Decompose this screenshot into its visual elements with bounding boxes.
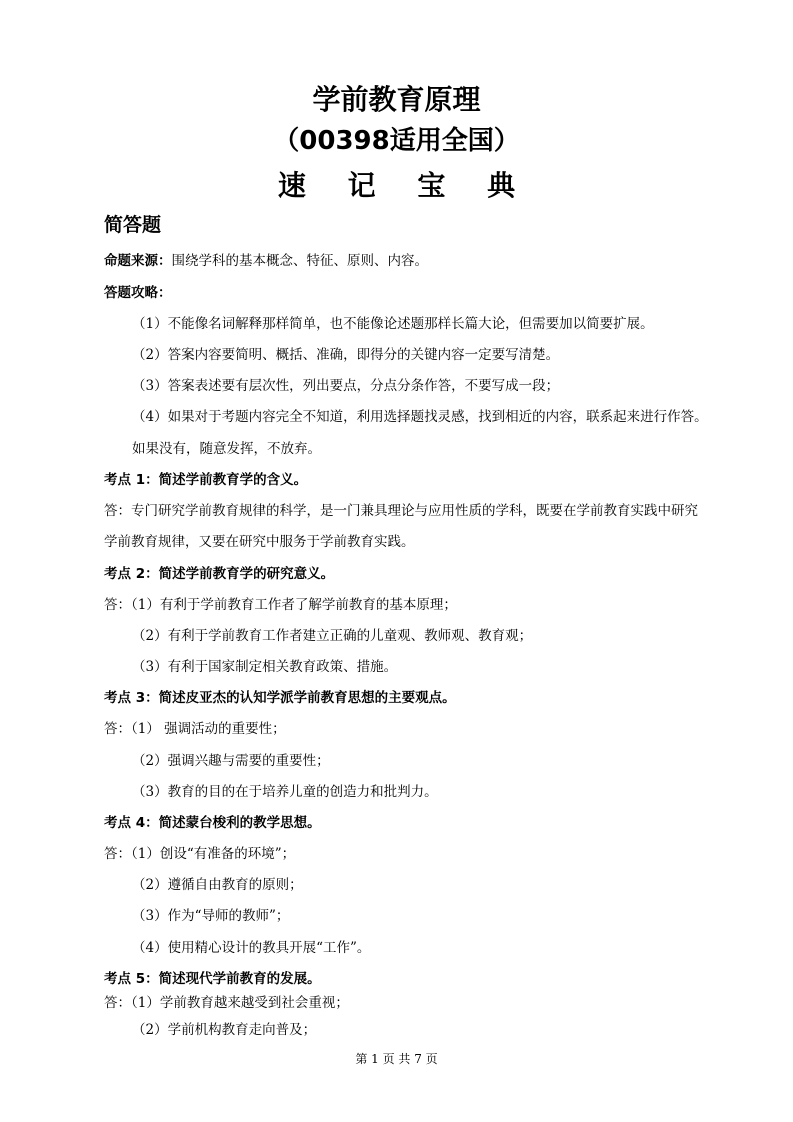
answer-line: 答：专门研究学前教育规律的科学，是一门兼具理论与应用性质的学科，既要在学前教育实践中研究 (104, 503, 698, 519)
answer-line: 答：（1）有利于学前教育工作者了解学前教育的基本原理； (104, 597, 457, 613)
strategy-item: （4）如果对于考题内容完全不知道，利用选择题找灵感，找到相近的内容，联系起来进行作答。 (132, 409, 708, 425)
strategy-label: 答题攻略： (104, 285, 172, 301)
point-heading: 考点 2：简述学前教育学的研究意义。 (104, 566, 335, 582)
document-tagline: 速 记 宝 典 (277, 169, 532, 202)
document-subtitle: （00398适用全国） (273, 126, 520, 156)
answer-line: 学前教育规律，又要在研究中服务于学前教育实践。 (104, 534, 415, 550)
point-heading: 考点 1：简述学前教育学的含义。 (104, 472, 308, 488)
source-text: 围绕学科的基本概念、特征、原则、内容。 (171, 253, 428, 269)
answer-line: （3）有利于国家制定相关教育政策、措施。 (132, 659, 398, 675)
answer-line: （4）使用精心设计的教具开展“工作”。 (132, 940, 371, 956)
answer-line: （3）教育的目的在于培养儿童的创造力和批判力。 (132, 784, 438, 800)
document-title: 学前教育原理 (312, 83, 481, 116)
source-label: 命题来源： (104, 253, 172, 269)
strategy-item: （2）答案内容要简明、概括、准确，即得分的关键内容一定要写清楚。 (132, 347, 560, 363)
point-heading: 考点 5：简述现代学前教育的发展。 (104, 971, 321, 987)
strategy-item: （3）答案表述要有层次性，列出要点，分点分条作答，不要写成一段； (132, 378, 560, 394)
source-line (104, 249, 428, 269)
answer-line: （2）学前机构教育走向普及； (132, 1022, 317, 1038)
point-heading: 考点 4：简述蒙台梭利的教学思想。 (104, 815, 321, 831)
answer-line: （3）作为“导师的教师”； (132, 908, 290, 924)
page-footer: 第 1 页 共 7 页 (355, 1052, 438, 1066)
answer-line: 答：（1） 强调活动的重要性； (104, 721, 286, 737)
answer-line: （2）遵循自由教育的原则； (132, 877, 303, 893)
answer-line: （2）有利于学前教育工作者建立正确的儿童观、教师观、教育观； (132, 628, 533, 644)
answer-line: 答：（1）创设“有准备的环境”； (104, 846, 296, 862)
section-heading: 简答题 (104, 214, 162, 236)
point-heading: 考点 3：简述皮亚杰的认知学派学前教育思想的主要观点。 (104, 690, 456, 706)
strategy-continuation: 如果没有，随意发挥，不放弃。 (132, 441, 321, 457)
answer-line: （2）强调兴趣与需要的重要性； (132, 753, 330, 769)
answer-line: 答：（1）学前教育越来越受到社会重视； (104, 995, 349, 1011)
strategy-item: （1）不能像名词解释那样简单，也不能像论述题那样长篇大论，但需要加以简要扩展。 (132, 316, 654, 332)
